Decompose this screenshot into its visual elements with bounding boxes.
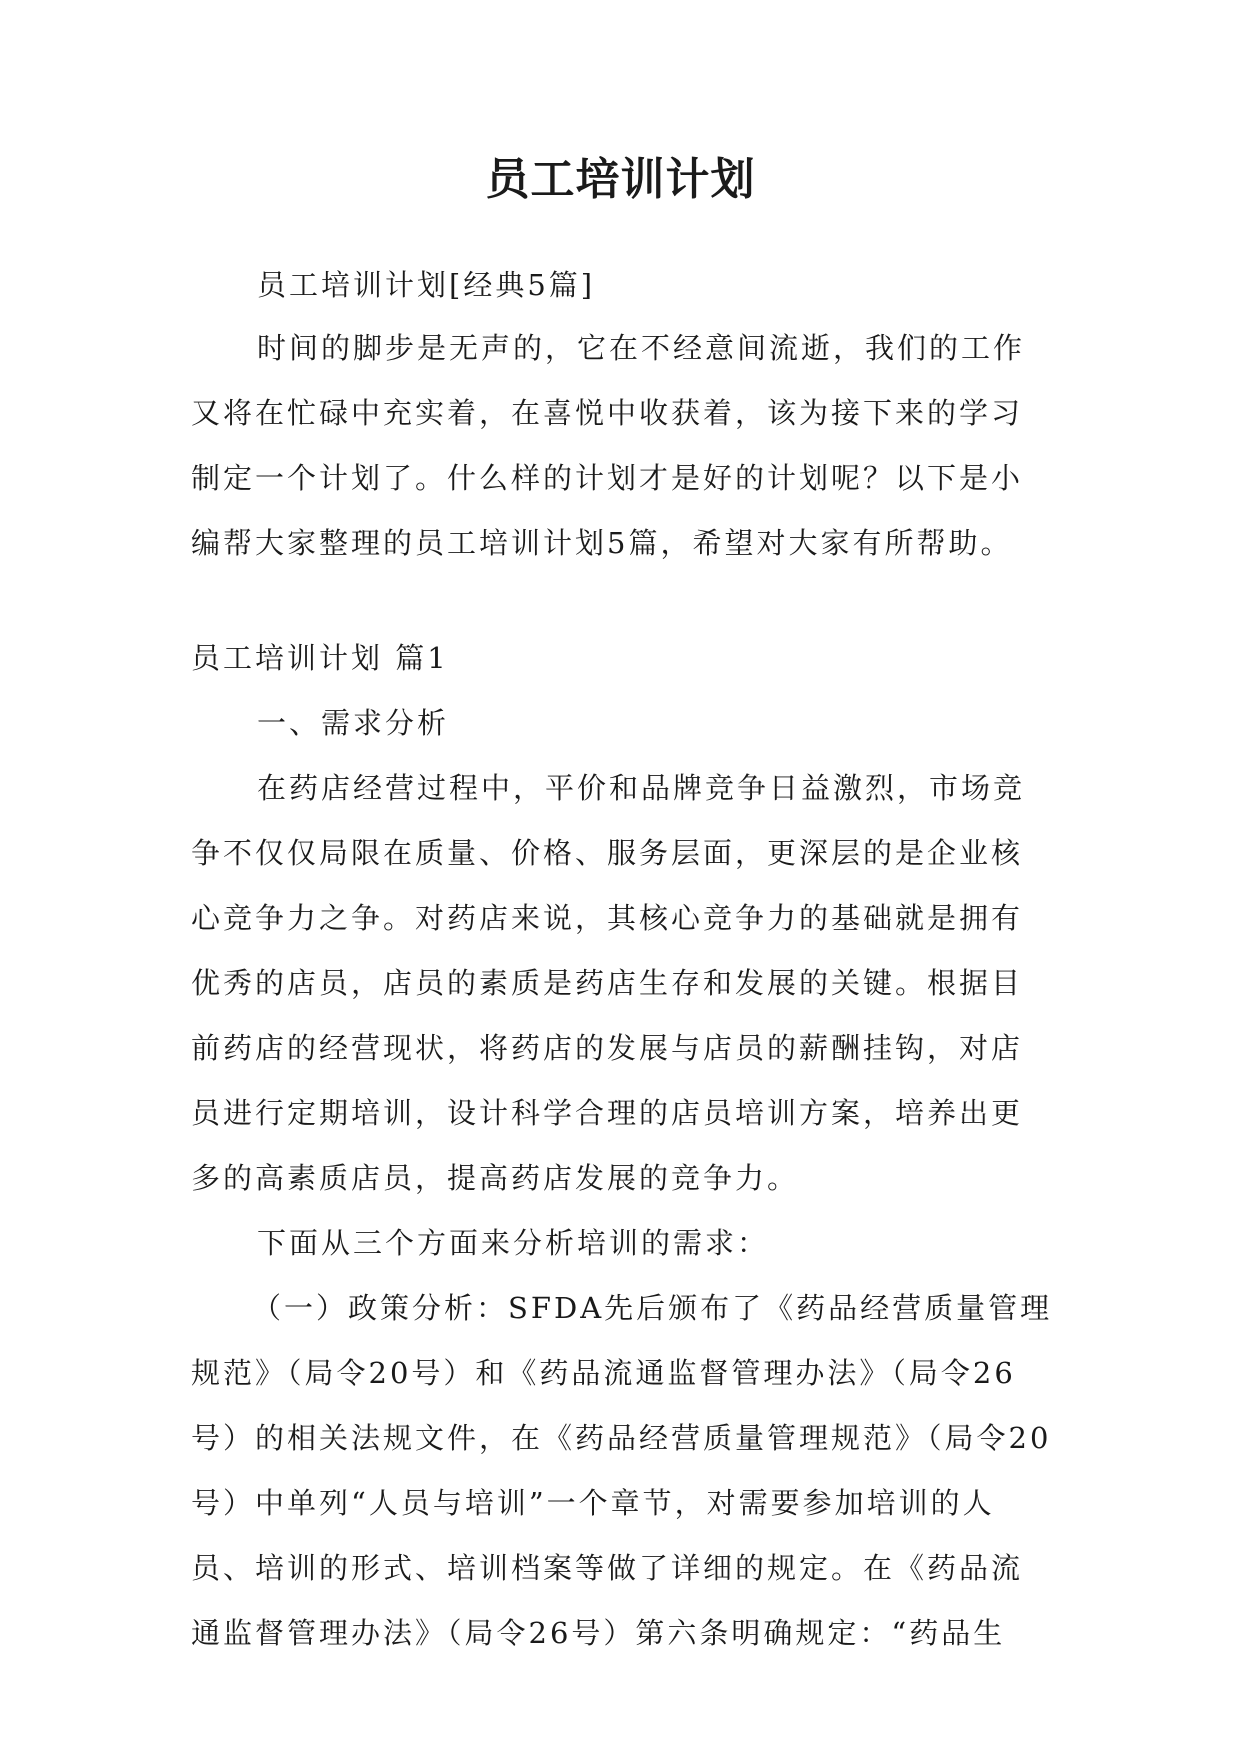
paragraph-line: （一）政策分析：SFDA先后颁布了《药品经营质量管理 xyxy=(252,1291,1053,1325)
paragraph-line: 规范》（局令20号）和《药品流通监督管理办法》（局令26 xyxy=(191,1356,1016,1390)
paragraph-line: 号）中单列“人员与培训”一个章节，对需要参加培训的人 xyxy=(191,1486,995,1520)
paragraph-line: 员、培训的形式、培训档案等做了详细的规定。在《药品流 xyxy=(191,1551,1024,1585)
paragraph-line: 争不仅仅局限在质量、价格、服务层面，更深层的是企业核 xyxy=(191,836,1024,870)
intro-line-4: 编帮大家整理的员工培训计划5篇，希望对大家有所帮助。 xyxy=(191,526,1013,560)
paragraph-line: 通监督管理办法》（局令26号）第六条明确规定：“药品生 xyxy=(191,1616,1006,1650)
paragraph-line: 下面从三个方面来分析培训的需求： xyxy=(257,1226,770,1260)
subtitle-line: 员工培训计划[经典5篇] xyxy=(257,268,596,302)
section-heading: 员工培训计划 篇1 xyxy=(191,641,449,675)
paragraph-line: 前药店的经营现状，将药店的发展与店员的薪酬挂钩，对店 xyxy=(191,1031,1024,1065)
paragraph-line: 员进行定期培训，设计科学合理的店员培训方案，培养出更 xyxy=(191,1096,1024,1130)
paragraph-line: 多的高素质店员，提高药店发展的竞争力。 xyxy=(191,1161,800,1195)
intro-line-3: 制定一个计划了。什么样的计划才是好的计划呢？以下是小 xyxy=(191,461,1024,495)
intro-line-2: 又将在忙碌中充实着，在喜悦中收获着，该为接下来的学习 xyxy=(191,396,1024,430)
paragraph-line: 心竞争力之争。对药店来说，其核心竞争力的基础就是拥有 xyxy=(191,901,1024,935)
paragraph-line: 优秀的店员，店员的素质是药店生存和发展的关键。根据目 xyxy=(191,966,1024,1000)
paragraph-line: 号）的相关法规文件，在《药品经营质量管理规范》（局令20 xyxy=(191,1421,1052,1455)
subsection-heading: 一、需求分析 xyxy=(257,706,450,740)
paragraph-line: 在药店经营过程中，平价和品牌竞争日益激烈，市场竞 xyxy=(257,771,1026,805)
intro-line-1: 时间的脚步是无声的，它在不经意间流逝，我们的工作 xyxy=(257,331,1026,365)
document-title: 员工培训计划 xyxy=(485,154,756,205)
